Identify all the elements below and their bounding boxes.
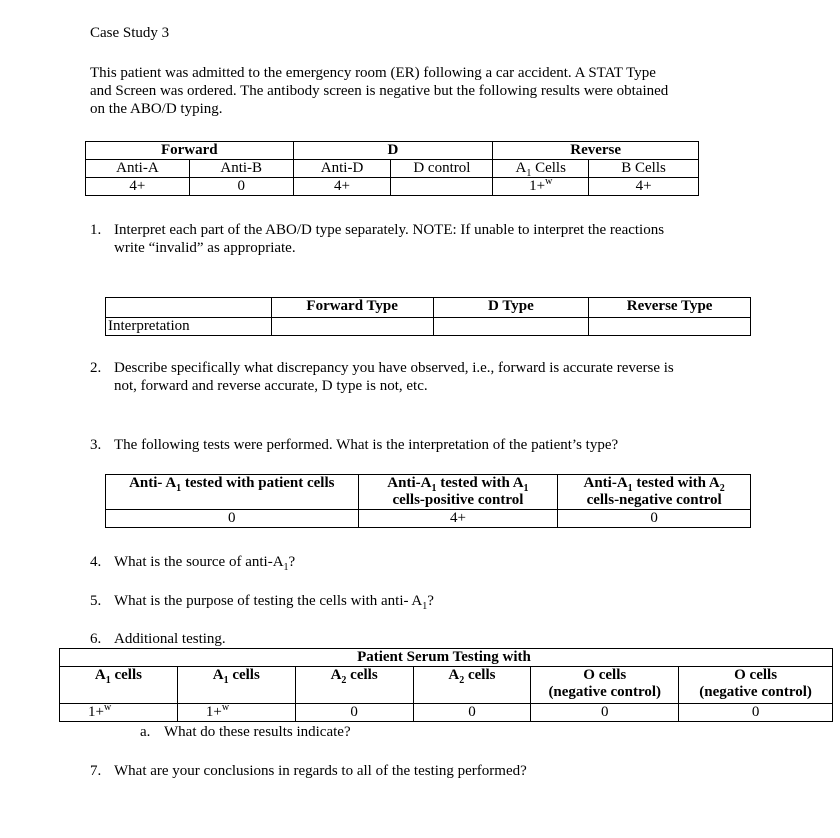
question-text: Interpret each part of the ABO/D type separately. NOTE: If unable to interpret the reactions (114, 222, 665, 238)
col-d-control: D control (391, 160, 493, 178)
question-text: What is the source of anti-$A_1$? (114, 554, 296, 573)
value-anti-d: 4+ (293, 178, 391, 196)
page-title: Case Study 3 (90, 25, 170, 41)
col-a2-cells-1: $A_2$ cells (295, 667, 413, 704)
question-3 (90, 436, 618, 454)
col-anti-a: Anti-A (86, 160, 190, 178)
interpretation-row-label: Interpretation (106, 318, 272, 336)
col-a2-cells-2: $A_2$ cells (413, 667, 531, 704)
question-number: 7. (90, 763, 102, 779)
question-text: What is the purpose of testing the cells with anti- $A_1$? (114, 593, 434, 612)
value-a2-cells-2: 0 (413, 704, 531, 722)
intro-paragraph (90, 64, 668, 118)
question-text: Describe specifically what discrepancy you have observed, i.e., forward is accurate reverse is (114, 360, 674, 376)
question-number: 3. (90, 437, 102, 453)
col-anti-d: Anti-D (293, 160, 391, 178)
reverse-group-header: Reverse (493, 142, 699, 160)
question-text: What do these results indicate? (164, 724, 351, 740)
question-number: 1. (90, 222, 102, 238)
anti-a1-positive-value: 4+ (358, 510, 558, 528)
reverse-type-header: Reverse Type (589, 298, 751, 318)
anti-a1-table (105, 474, 751, 528)
anti-a1-negative-control-header: Anti-$A_1$ tested with $A_2$ cells-negative control (558, 475, 751, 510)
intro-line: This patient was admitted to the emergency room (ER) following a car accident. A STAT Type (90, 65, 656, 81)
col-a1-cells: $A_1$ Cells (493, 160, 589, 178)
anti-a1-patient-header: Anti- $A_1$ tested with patient cells (106, 475, 359, 510)
anti-a1-patient-value: 0 (106, 510, 359, 528)
question-number: 4. (90, 554, 102, 570)
question-number: 6. (90, 631, 102, 647)
intro-line: and Screen was ordered. The antibody screen is negative but the following results were obtained (90, 83, 669, 99)
d-group-header: D (293, 142, 493, 160)
d-type-answer[interactable] (433, 318, 589, 336)
value-b-cells: 4+ (589, 178, 699, 196)
forward-group-header: Forward (86, 142, 294, 160)
question-number: 2. (90, 360, 102, 376)
question-text: What are your conclusions in regards to all of the testing performed? (114, 763, 527, 779)
question-text: write “invalid” as appropriate. (114, 240, 296, 256)
d-type-header: D Type (433, 298, 589, 318)
value-a1-cells: 1+$^w$ (493, 178, 589, 196)
col-a1-cells-1: $A_1$ cells (60, 667, 178, 704)
question-text: Additional testing. (114, 631, 226, 647)
forward-type-header: Forward Type (271, 298, 433, 318)
question-6a (140, 723, 351, 741)
question-4 (90, 553, 295, 571)
value-anti-b: 0 (189, 178, 293, 196)
col-b-cells: B Cells (589, 160, 699, 178)
value-o-cells-2: 0 (679, 704, 833, 722)
intro-line: on the ABO/D typing. (90, 101, 223, 117)
question-7 (90, 762, 527, 780)
anti-a1-positive-control-header: Anti-$A_1$ tested with $A_1$ cells-positive control (358, 475, 558, 510)
question-5 (90, 592, 434, 610)
forward-type-answer[interactable] (271, 318, 433, 336)
col-o-cells-1: O cells (negative control) (531, 667, 679, 704)
reverse-type-answer[interactable] (589, 318, 751, 336)
col-o-cells-2: O cells (negative control) (679, 667, 833, 704)
question-1 (90, 221, 664, 257)
question-2 (90, 359, 674, 395)
anti-a1-negative-value: 0 (558, 510, 751, 528)
question-text: not, forward and reverse accurate, D type is not, etc. (114, 378, 428, 394)
abo-d-typing-table (85, 141, 699, 196)
question-6 (90, 630, 226, 648)
col-a1-cells-2: $A_1$ cells (177, 667, 295, 704)
col-anti-b: Anti-B (189, 160, 293, 178)
question-number: 5. (90, 593, 102, 609)
serum-group-header: Patient Serum Testing with (60, 649, 531, 667)
value-a1-cells-2: 1+$^w$ (177, 704, 295, 722)
interpretation-table (105, 297, 751, 336)
question-number: a. (140, 724, 151, 740)
question-text: The following tests were performed. What is the interpretation of the patient’s type? (114, 437, 619, 453)
value-a1-cells-1: 1+$^w$ (60, 704, 178, 722)
serum-testing-table (59, 648, 833, 722)
value-d-control (391, 178, 493, 196)
value-a2-cells-1: 0 (295, 704, 413, 722)
value-anti-a: 4+ (86, 178, 190, 196)
value-o-cells-1: 0 (531, 704, 679, 722)
